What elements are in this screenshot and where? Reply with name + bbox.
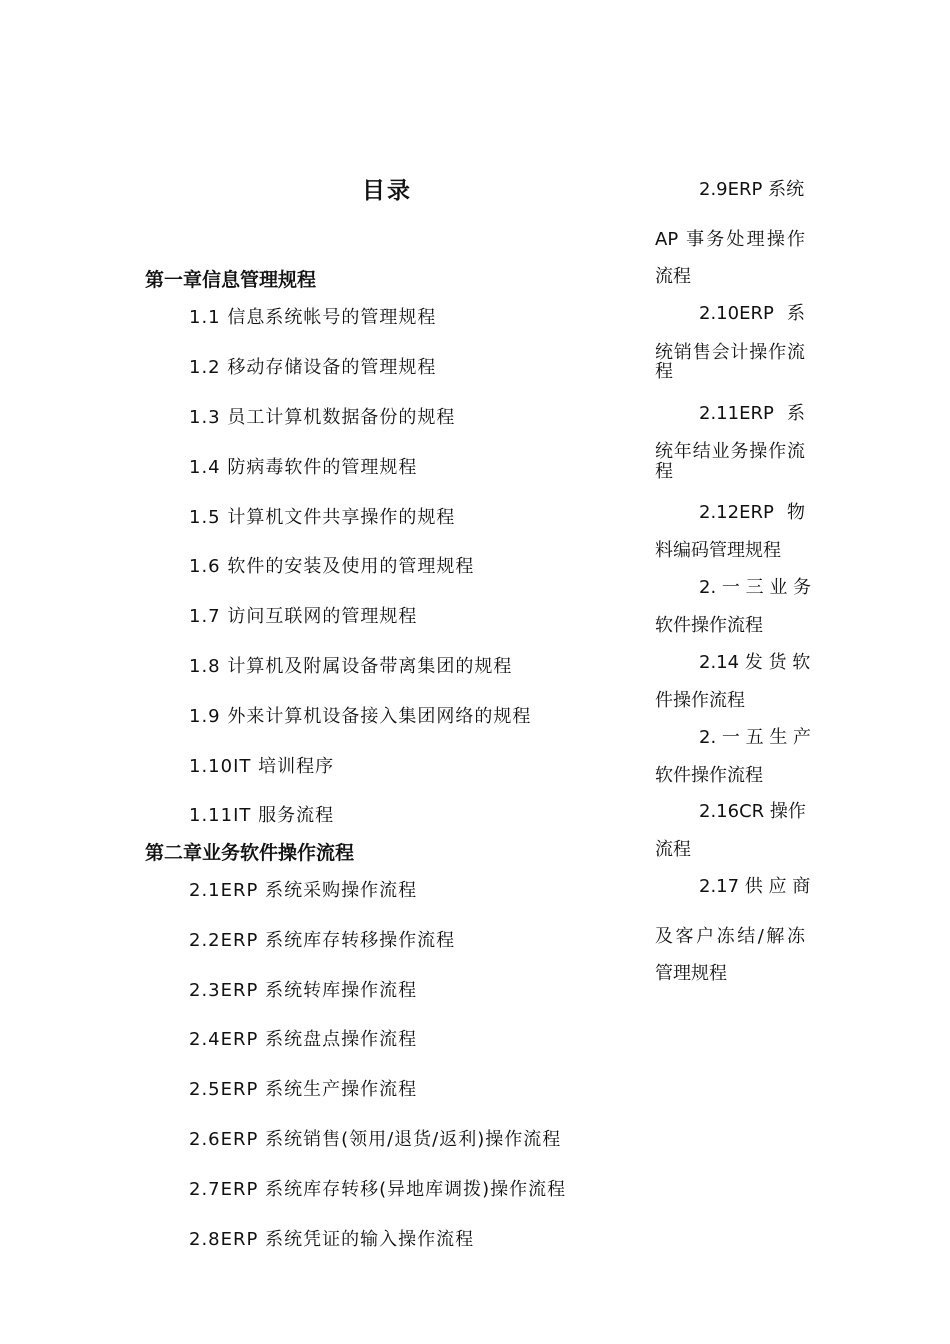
toc-entry-2-13-line-1[interactable]: 2. 一 三 业 务 — [699, 577, 812, 598]
toc-entry-2-9-line-3[interactable]: 流程 — [655, 266, 691, 287]
toc-entry-1-2[interactable]: 1.2 移动存储设备的管理规程 — [189, 357, 437, 378]
toc-entry-2-9-line-2[interactable]: AP 事务处理操作 — [655, 229, 805, 250]
toc-entry-2-10-line-3[interactable]: 程 — [655, 361, 673, 382]
toc-entry-2-6[interactable]: 2.6ERP 系统销售(领用/退货/返利)操作流程 — [189, 1129, 562, 1150]
toc-entry-2-11-line-1[interactable]: 2.11ERP 系 — [699, 403, 805, 424]
toc-entry-2-16-line-2[interactable]: 流程 — [655, 839, 691, 860]
toc-entry-2-17-line-3[interactable]: 管理规程 — [655, 963, 727, 984]
toc-entry-2-11-line-3[interactable]: 程 — [655, 461, 673, 482]
toc-entry-2-1[interactable]: 2.1ERP 系统采购操作流程 — [189, 880, 418, 901]
toc-entry-2-11-line-2[interactable]: 统年结业务操作流 — [655, 441, 805, 462]
toc-entry-2-10-line-1[interactable]: 2.10ERP 系 — [699, 303, 805, 324]
toc-entry-1-11[interactable]: 1.11IT 服务流程 — [189, 805, 335, 826]
toc-entry-2-14-line-2[interactable]: 件操作流程 — [655, 690, 745, 711]
toc-entry-1-9[interactable]: 1.9 外来计算机设备接入集团网络的规程 — [189, 706, 532, 727]
toc-entry-2-9-line-1[interactable]: 2.9ERP 系统 — [699, 179, 805, 200]
toc-entry-2-15-line-1[interactable]: 2. 一 五 生 产 — [699, 727, 812, 748]
toc-entry-1-4[interactable]: 1.4 防病毒软件的管理规程 — [189, 457, 418, 478]
toc-entry-2-2[interactable]: 2.2ERP 系统库存转移操作流程 — [189, 930, 456, 951]
toc-entry-2-17-line-1[interactable]: 2.17 供 应 商 — [699, 876, 811, 897]
toc-entry-2-7[interactable]: 2.7ERP 系统库存转移(异地库调拨)操作流程 — [189, 1179, 567, 1200]
chapter-2-heading[interactable]: 第二章业务软件操作流程 — [145, 842, 355, 864]
toc-entry-2-5[interactable]: 2.5ERP 系统生产操作流程 — [189, 1079, 418, 1100]
toc-entry-1-8[interactable]: 1.8 计算机及附属设备带离集团的规程 — [189, 656, 513, 677]
toc-entry-2-14-line-1[interactable]: 2.14 发 货 软 — [699, 652, 811, 673]
toc-entry-2-10-line-2[interactable]: 统销售会计操作流 — [655, 342, 805, 363]
toc-entry-2-13-line-2[interactable]: 软件操作流程 — [655, 615, 763, 636]
toc-entry-1-1[interactable]: 1.1 信息系统帐号的管理规程 — [189, 307, 437, 328]
toc-entry-2-12-line-2[interactable]: 料编码管理规程 — [655, 540, 781, 561]
toc-entry-2-15-line-2[interactable]: 软件操作流程 — [655, 765, 763, 786]
toc-entry-2-3[interactable]: 2.3ERP 系统转库操作流程 — [189, 980, 418, 1001]
toc-entry-1-6[interactable]: 1.6 软件的安装及使用的管理规程 — [189, 556, 475, 577]
toc-entry-1-5[interactable]: 1.5 计算机文件共享操作的规程 — [189, 507, 456, 528]
toc-entry-2-4[interactable]: 2.4ERP 系统盘点操作流程 — [189, 1029, 418, 1050]
toc-title: 目录 — [362, 178, 412, 204]
toc-entry-2-16-line-1[interactable]: 2.16CR 操作 — [699, 801, 806, 822]
toc-entry-2-17-line-2[interactable]: 及客户冻结/解冻 — [655, 926, 805, 947]
toc-entry-2-8[interactable]: 2.8ERP 系统凭证的输入操作流程 — [189, 1229, 475, 1250]
toc-entry-1-10[interactable]: 1.10IT 培训程序 — [189, 756, 335, 777]
toc-entry-1-3[interactable]: 1.3 员工计算机数据备份的规程 — [189, 407, 456, 428]
toc-entry-1-7[interactable]: 1.7 访问互联网的管理规程 — [189, 606, 418, 627]
toc-entry-2-12-line-1[interactable]: 2.12ERP 物 — [699, 502, 805, 523]
chapter-1-heading[interactable]: 第一章信息管理规程 — [145, 269, 317, 291]
